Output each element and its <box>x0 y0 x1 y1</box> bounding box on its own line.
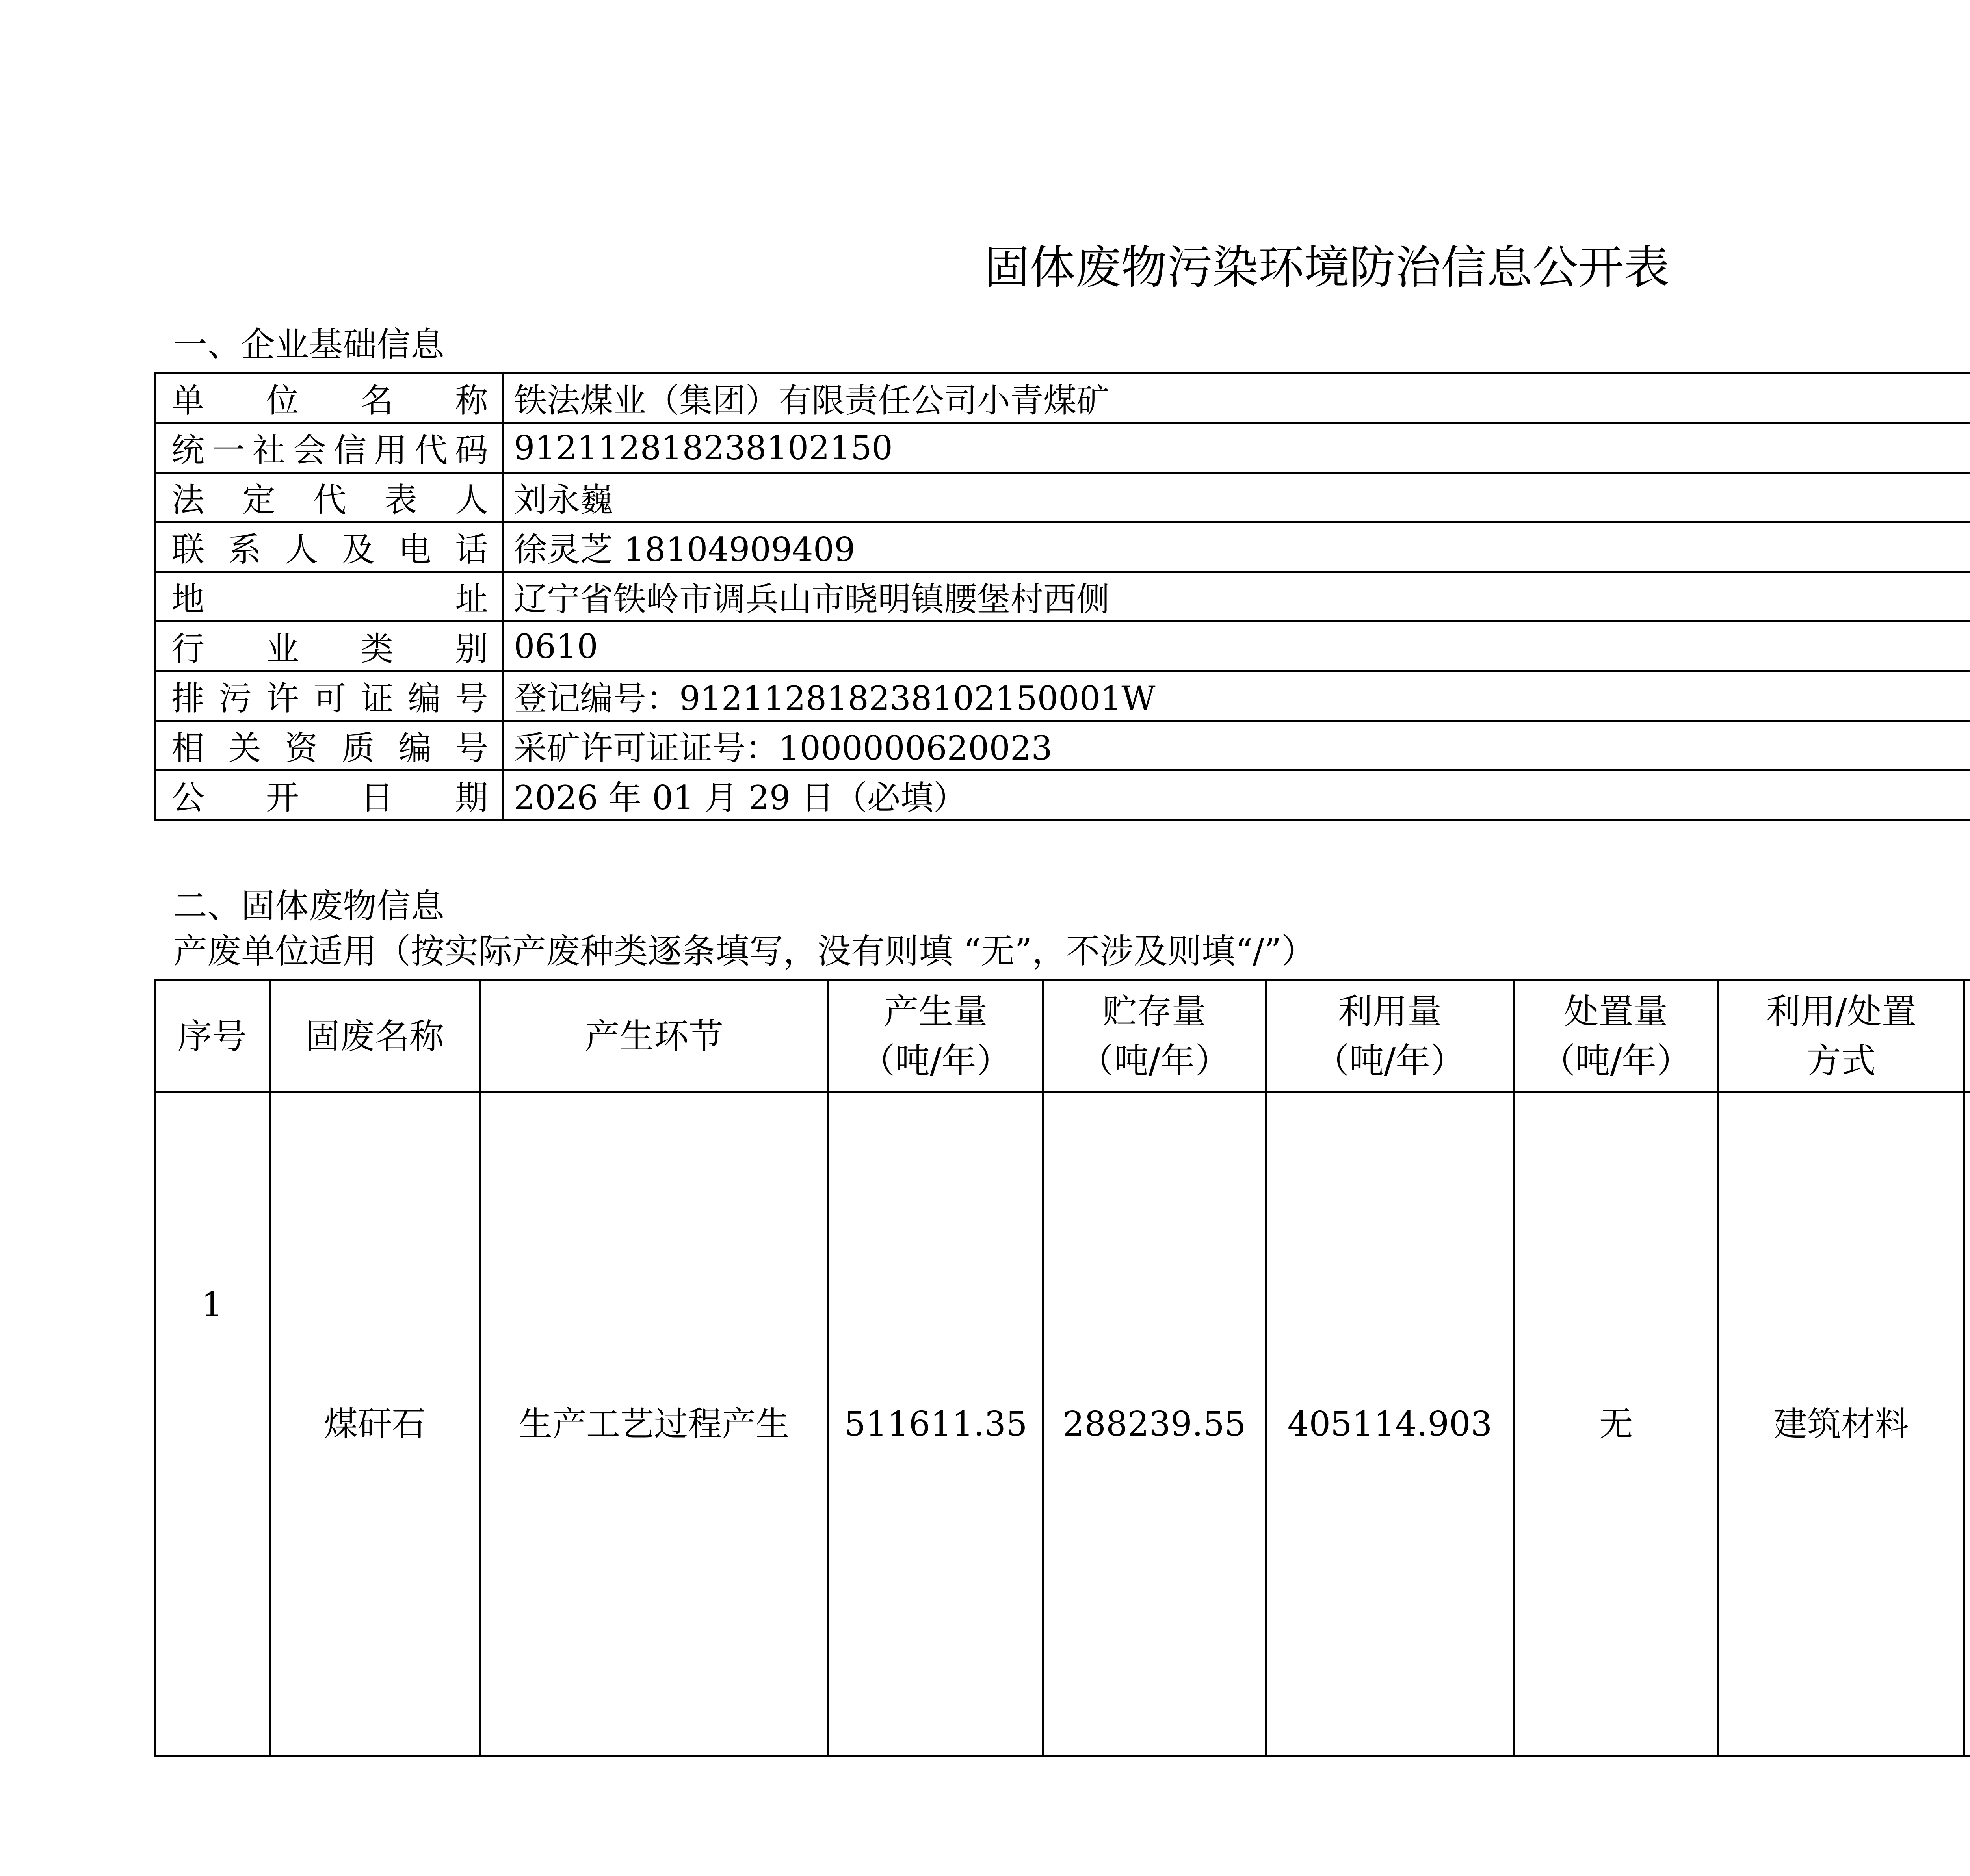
info-value: 刘永巍 <box>504 473 1970 522</box>
info-label-char: 法 <box>171 481 205 519</box>
consignee-line <box>1965 1399 1970 1449</box>
consignee-line <box>1965 1499 1970 1548</box>
info-label-char: 会 <box>293 431 326 470</box>
info-label <box>155 373 504 423</box>
info-label-char: 电 <box>398 530 431 569</box>
cell-process: 生产工艺过程产生 <box>480 1092 829 1756</box>
header-method: 利用/处置 方式 <box>1718 980 1964 1092</box>
info-label-char: 号 <box>455 729 488 767</box>
consignee-line <box>1965 1449 1970 1499</box>
info-label <box>155 721 504 771</box>
cell-stored: 288239.55 <box>1043 1092 1266 1756</box>
header-disposed: 处置量 （吨/年） <box>1514 980 1718 1092</box>
header-seq: 序号 <box>155 980 270 1092</box>
info-row <box>155 423 1970 473</box>
info-label-char: 信 <box>333 431 367 470</box>
header-generated: 产生量 （吨/年） <box>829 980 1043 1092</box>
info-label-char: 关 <box>228 729 261 767</box>
info-label <box>155 622 504 671</box>
info-value: 2026 年 01 月 29 日（必填） <box>504 771 1970 820</box>
info-label-char: 位 <box>266 381 299 420</box>
info-label <box>155 473 504 522</box>
consignee-line <box>1965 1300 1970 1350</box>
info-label-char: 社 <box>252 431 286 470</box>
info-value: 铁法煤业（集团）有限责任公司小青煤矿 <box>504 373 1970 423</box>
info-row <box>155 721 1970 771</box>
header-process: 产生环节 <box>480 980 829 1092</box>
info-label-char: 资 <box>284 729 318 767</box>
cell-consignee <box>1964 1092 1970 1756</box>
info-row <box>155 522 1970 572</box>
basic-info-table <box>154 372 1970 821</box>
consignee-line <box>1965 1350 1970 1399</box>
info-label-char: 联 <box>171 530 205 569</box>
info-label-char: 码 <box>455 431 488 470</box>
info-value: 徐灵芝 18104909409 <box>504 522 1970 572</box>
consignee-line <box>1965 1548 1970 1598</box>
info-value: 0610 <box>504 622 1970 671</box>
waste-table-header-row <box>155 980 1970 1092</box>
info-label-char: 称 <box>455 381 488 420</box>
page-title: 固体废物污染环境防治信息公开表 <box>984 241 1670 294</box>
info-label-char: 编 <box>398 729 431 767</box>
info-row <box>155 572 1970 622</box>
info-label-char: 统 <box>171 431 205 470</box>
header-stored: 贮存量 （吨/年） <box>1043 980 1266 1092</box>
solid-waste-table <box>154 979 1970 1757</box>
info-label <box>155 522 504 572</box>
info-value: 采矿许可证证号：1000000620023 <box>504 721 1970 771</box>
info-label-char: 别 <box>455 630 488 668</box>
info-label-char: 一 <box>212 431 245 470</box>
section-heading-waste-info: 二、固体废物信息 <box>173 886 444 926</box>
consignee-line <box>1965 1201 1970 1250</box>
table-row <box>155 1092 1970 1756</box>
info-label-char: 相 <box>171 729 205 767</box>
header-consignee <box>1964 980 1970 1092</box>
info-label <box>155 771 504 820</box>
info-label-char: 用 <box>374 431 407 470</box>
info-label-char: 证 <box>360 679 394 718</box>
fill-instruction-note: 产废单位适用（按实际产废种类逐条填写，没有则填 “无”，不涉及则填“/”） <box>173 932 1316 971</box>
cell-method: 建筑材料 <box>1718 1092 1964 1756</box>
info-row <box>155 622 1970 671</box>
consignee-line <box>1965 1598 1970 1648</box>
info-label-char: 许 <box>266 679 299 718</box>
info-label-char: 业 <box>266 630 299 668</box>
info-value: 912112818238102150 <box>504 423 1970 473</box>
info-value: 登记编号：912112818238102150001W <box>504 671 1970 721</box>
info-label-char: 日 <box>360 778 394 817</box>
info-label-char: 代 <box>414 431 448 470</box>
info-label-char: 及 <box>341 530 375 569</box>
info-row <box>155 671 1970 721</box>
cell-disposed: 无 <box>1514 1092 1718 1756</box>
header-waste-name: 固废名称 <box>270 980 480 1092</box>
info-label-char: 公 <box>171 778 205 817</box>
info-label-char: 定 <box>242 481 275 519</box>
cell-generated: 511611.35 <box>829 1092 1043 1756</box>
info-label-char: 址 <box>455 580 488 619</box>
info-label <box>155 671 504 721</box>
info-label-char: 代 <box>313 481 346 519</box>
cell-waste-name: 煤矸石 <box>270 1092 480 1756</box>
info-label-char: 表 <box>384 481 417 519</box>
cell-utilized: 405114.903 <box>1266 1092 1514 1756</box>
section-heading-basic-info: 一、企业基础信息 <box>173 325 444 364</box>
info-label-char: 开 <box>266 778 299 817</box>
consignee-line <box>1965 1250 1970 1300</box>
info-label <box>155 423 504 473</box>
info-label-char: 名 <box>360 381 394 420</box>
info-label-char: 地 <box>171 580 205 619</box>
info-value: 辽宁省铁岭市调兵山市晓明镇腰堡村西侧 <box>504 572 1970 622</box>
info-label-char: 号 <box>455 679 488 718</box>
info-label-char: 系 <box>228 530 261 569</box>
info-label-char: 人 <box>284 530 318 569</box>
info-row <box>155 771 1970 820</box>
info-label-char: 质 <box>341 729 375 767</box>
info-label <box>155 572 504 622</box>
info-label-char: 期 <box>455 778 488 817</box>
info-label-char: 类 <box>360 630 394 668</box>
info-label-char: 行 <box>171 630 205 668</box>
info-label-char: 排 <box>171 679 205 718</box>
info-label-char: 话 <box>455 530 488 569</box>
info-label-char: 人 <box>455 481 488 519</box>
info-row <box>155 473 1970 522</box>
header-utilized: 利用量 （吨/年） <box>1266 980 1514 1092</box>
info-label-char: 编 <box>407 679 441 718</box>
info-row <box>155 373 1970 423</box>
info-label-char: 单 <box>171 381 205 420</box>
info-label-char: 可 <box>313 679 346 718</box>
cell-seq: 1 <box>155 1092 270 1756</box>
info-label-char: 污 <box>218 679 252 718</box>
